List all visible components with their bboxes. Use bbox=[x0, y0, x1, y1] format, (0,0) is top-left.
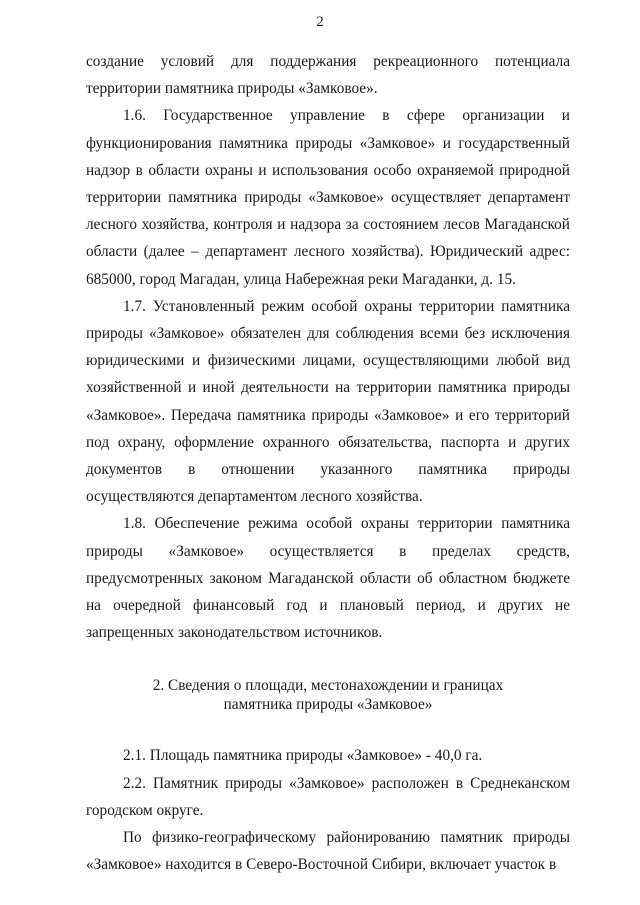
section-heading-line-2: памятника природы «Замковое» bbox=[223, 696, 433, 714]
page-number: 2 bbox=[316, 14, 324, 30]
document-body bbox=[86, 48, 570, 878]
paragraph-1-6: 1.6. Государственное управление в сфере организации и функционирования памятника природы «Замковое» и государственный надзор в области охраны и использования особо охраняемой природной территории памятника природы «Замковое» осуществляет департамент лесного хозяйства, контроля и надзора за состоянием лесов Магаданской области (далее – департамент лесного хозяйства). Юридический адрес: 685000, город Магадан, улица Набережная реки Магаданки, д. 15. bbox=[86, 107, 570, 288]
section-heading-line-1: 2. Сведения о площади, местонахождении и границах bbox=[152, 677, 504, 695]
paragraph-recreation: создание условий для поддержания рекреационного потенциала территории памятника природы «Замковое». bbox=[86, 53, 570, 98]
paragraph-1-7: 1.7. Установленный режим особой охраны территории памятника природы «Замковое» обязателен для соблюдения всеми без исключения юридическими и физическими лицами, осуществляющими любой вид хозяйственной и иной деятельности на территории памятника природы «Замковое». Передача памятника природы «Замковое» и его территорий под охрану, оформление охранного обязательства, паспорта и других документов в отношении указанного памятника природы осуществляются департаментом лесного хозяйства. bbox=[86, 297, 570, 506]
paragraph-1-8: 1.8. Обеспечение режима особой охраны территории памятника природы «Замковое» осуществляется в пределах средств, предусмотренных законом Магаданской области об областном бюджете на очередной финансовый год и плановый период, и других не запрещенных законодательством источников. bbox=[86, 515, 570, 642]
paragraph-2-2: 2.2. Памятник природы «Замковое» расположен в Среднеканском городском округе. bbox=[86, 774, 570, 819]
paragraph-physiographic: По физико-географическому районированию памятник природы «Замковое» находится в Северо-Восточной Сибири, включает участок в bbox=[86, 829, 570, 874]
paragraph-2-1: 2.1. Площадь памятника природы «Замковое» - 40,0 га. bbox=[123, 747, 483, 765]
section-heading bbox=[86, 676, 570, 714]
